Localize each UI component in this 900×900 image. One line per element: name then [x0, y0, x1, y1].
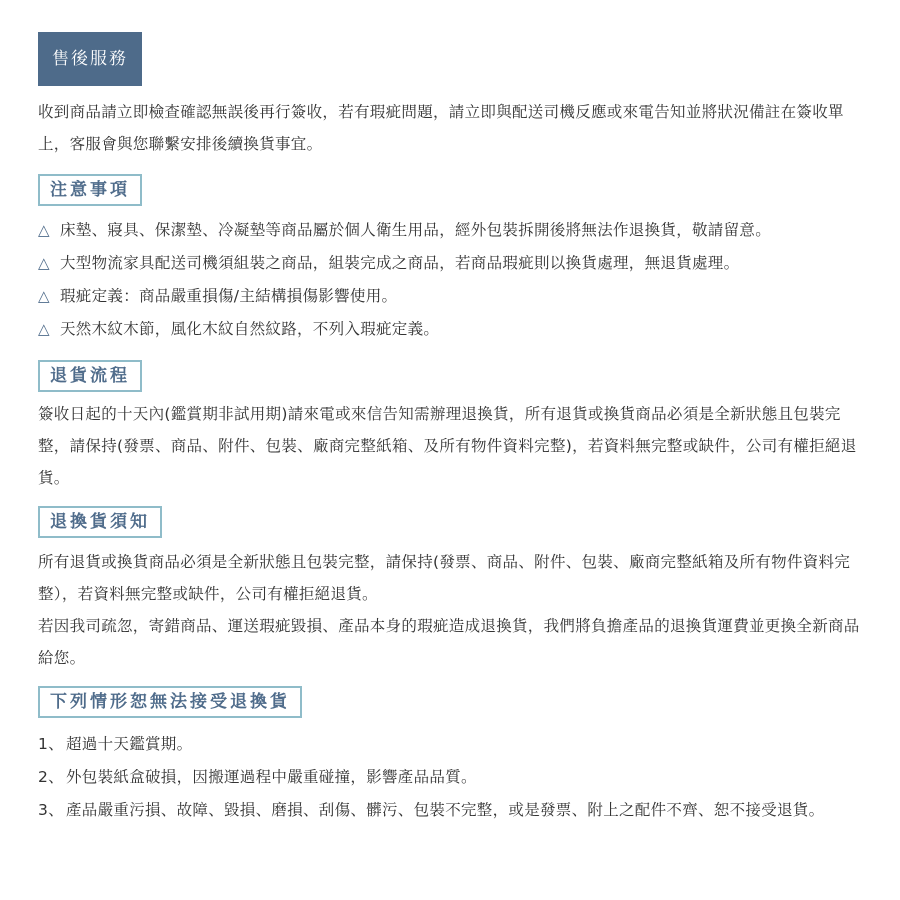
exchange-notice-text-2: 若因我司疏忽，寄錯商品、運送瑕疵毀損、產品本身的瑕疵造成退換貨，我們將負擔產品的退換貨運費並更換全新商品給您。 — [38, 617, 860, 667]
item-number: 1、 — [38, 735, 64, 753]
item-number: 2、 — [38, 768, 64, 786]
list-item — [38, 794, 868, 827]
notes-heading: 注意事項 — [38, 174, 142, 206]
list-item — [38, 313, 868, 346]
note-text: 天然木紋木節，風化木紋自然紋路，不列入瑕疵定義。 — [60, 320, 440, 338]
list-item — [38, 247, 868, 280]
list-item — [38, 761, 868, 794]
note-text: 床墊、寢具、保潔墊、冷凝墊等商品屬於個人衛生用品，經外包裝拆開後將無法作退換貨，敬請留意。 — [60, 221, 772, 239]
after-sales-document — [38, 32, 868, 827]
note-text: 大型物流家具配送司機須組裝之商品，組裝完成之商品，若商品瑕疵則以換貨處理，無退貨處理。 — [60, 254, 740, 272]
triangle-warning-icon: △ — [38, 320, 50, 338]
item-text: 外包裝紙盒破損，因搬運過程中嚴重碰撞，影響產品品質。 — [66, 768, 477, 786]
page-title: 售後服務 — [38, 32, 142, 86]
triangle-warning-icon: △ — [38, 221, 50, 239]
list-item — [38, 280, 868, 313]
triangle-warning-icon: △ — [38, 254, 50, 272]
exchange-notice-text-1: 所有退貨或換貨商品必須是全新狀態且包裝完整，請保持(發票、商品、附件、包裝、廠商完整紙箱及所有物件資料完整），若資料無完整或缺件，公司有權拒絕退貨。 — [38, 553, 851, 603]
intro-paragraph: 收到商品請立即檢查確認無誤後再行簽收，若有瑕疵問題，請立即與配送司機反應或來電告知並將狀況備註在簽收單上，客服會與您聯繫安排後續換貨事宜。 — [38, 103, 844, 153]
not-accepted-list — [38, 728, 868, 827]
list-item — [38, 728, 868, 761]
item-text: 產品嚴重污損、故障、毀損、磨損、刮傷、髒污、包裝不完整，或是發票、附上之配件不齊、恕不接受退貨。 — [66, 801, 825, 819]
exchange-notice-heading: 退換貨須知 — [38, 506, 162, 538]
return-process-text: 簽收日起的十天內(鑑賞期非試用期)請來電或來信告知需辦理退換貨，所有退貨或換貨商品必須是全新狀態且包裝完整，請保持(發票、商品、附件、包裝、廠商完整紙箱、及所有物件資料完整)，若資料無完整或缺件，公司有權拒絕退貨。 — [38, 405, 857, 487]
item-number: 3、 — [38, 801, 64, 819]
notes-list — [38, 214, 868, 346]
note-text: 瑕疵定義：商品嚴重損傷/主結構損傷影響使用。 — [60, 287, 398, 305]
return-process-heading: 退貨流程 — [38, 360, 142, 392]
item-text: 超過十天鑑賞期。 — [66, 735, 193, 753]
not-accepted-heading: 下列情形恕無法接受退換貨 — [38, 686, 302, 718]
triangle-warning-icon: △ — [38, 287, 50, 305]
list-item — [38, 214, 868, 247]
